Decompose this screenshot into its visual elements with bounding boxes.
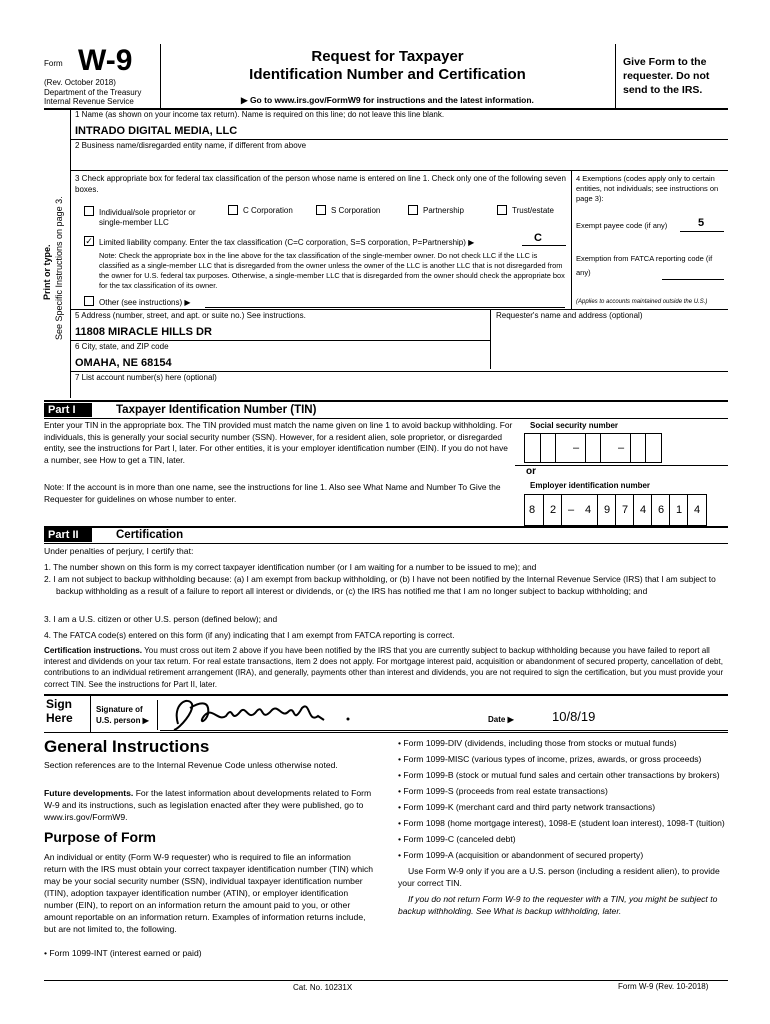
checkbox-llc[interactable]: ✓: [85, 236, 93, 246]
address-field[interactable]: 11808 MIRACLE HILLS DR: [75, 326, 212, 338]
ein-digit: 4: [694, 504, 701, 516]
give-form-note: Give Form to the requester. Do not send to the IRS.: [623, 56, 710, 96]
bullet-1099-k: • Form 1099-K (merchant card and third party network transactions): [398, 802, 656, 812]
cert-item-1: 1. The number shown on this form is my correct taxpayer identification number (or I am waiting for a number to be issued to me); and: [44, 562, 537, 572]
if-not-return-text: If you do not return Form W-9 to the requester with a TIN, you might be subject to backup withholding. See What is backup withholding, later.: [398, 894, 718, 916]
fatca-applies-note: (Applies to accounts maintained outside the U.S.): [576, 299, 708, 305]
print-or-type: Print or type.: [42, 244, 52, 300]
fatca-label: Exemption from FATCA reporting code (if any): [576, 254, 713, 277]
cert-item-3: 3. I am a U.S. citizen or other U.S. person (defined below); and: [44, 614, 278, 624]
option-individual: Individual/sole proprietor or single-member LLC: [99, 208, 196, 227]
cert-item-4: 4. The FATCA code(s) entered on this form (if any) indicating that I am exempt from FATCA reporting is correct.: [44, 630, 455, 640]
future-title: Future developments.: [44, 788, 134, 798]
option-s-corp: S Corporation: [331, 206, 381, 215]
business-name-field[interactable]: [75, 154, 715, 168]
part2-label: Part II: [44, 528, 92, 542]
other-label: Other (see instructions) ▶: [99, 298, 191, 307]
ein-digit: 7: [622, 504, 629, 516]
option-partnership: Partnership: [423, 206, 464, 215]
ein-digit: 4: [640, 504, 647, 516]
ein-digit: 6: [658, 504, 665, 516]
cert-intro: Under penalties of perjury, I certify that:: [44, 546, 194, 556]
irs-label: Internal Revenue Service: [44, 97, 134, 106]
bullet-1099-c: • Form 1099-C (canceled debt): [398, 834, 516, 844]
ein-digit: 1: [676, 504, 683, 516]
future-developments: [44, 787, 374, 823]
purpose-text: An individual or entity (Form W-9 requester) who is required to file an information return with the IRS must obtain your correct taxpayer identification number (TIN) which may be your social security number (SSN), individual taxpayer identification number (ITIN), adoption taxpayer identification number (ATIN), or employer identification number (EIN), to report on an information return the amount paid to you, or other amount reportable on an information return. Examples of information returns include, but are not limited to, the following.: [44, 852, 374, 934]
date-label: Date ▶: [488, 715, 514, 724]
future-text: For the latest information about developments related to Form W-9 and its instructions, such as legislation enacted after they were published, go to www.irs.gov/FormW9.: [44, 788, 372, 822]
account-numbers-field[interactable]: [75, 385, 715, 397]
bullet-1099-s: • Form 1099-S (proceeds from real estate transactions): [398, 786, 608, 796]
ein-digit: 9: [604, 504, 611, 516]
part1-title: Taxpayer Identification Number (TIN): [116, 404, 317, 416]
form-title-line2: Identification Number and Certification: [249, 66, 526, 83]
part2-title: Certification: [116, 529, 184, 541]
ein-digit: 8: [529, 504, 536, 516]
line5-label: 5 Address (number, street, and apt. or suite no.) See instructions.: [75, 311, 306, 320]
requester-label: Requester's name and address (optional): [496, 311, 643, 320]
ssn-field[interactable]: [524, 433, 662, 463]
ssn-dash-1: –: [573, 442, 580, 454]
ein-label: Employer identification number: [530, 481, 651, 490]
ssn-label: Social security number: [530, 421, 619, 430]
ein-digit: 2: [550, 504, 557, 516]
part1-text: Enter your TIN in the appropriate box. The TIN provided must match the name given on line 1 to avoid backup withholding. For individuals, this is generally your social security number (SSN). However, for a resident alien, sole proprietor, or disregarded entity, see the instructions for Part I, later. For other entities, it is your employer identification number (EIN). If you do not have a number, see How to get a TIN, later.: [44, 420, 513, 465]
city-state-zip-field[interactable]: OMAHA, NE 68154: [75, 357, 172, 369]
bullet-1099-div: • Form 1099-DIV (dividends, including those from stocks or mutual funds): [398, 738, 677, 748]
cert-instructions: [44, 645, 728, 690]
checkbox-s-corp[interactable]: [316, 205, 326, 215]
ein-field[interactable]: [524, 494, 707, 526]
catalog-number: Cat. No. 10231X: [293, 983, 353, 992]
see-specific-instructions: See Specific Instructions on page 3.: [54, 196, 64, 340]
line2-label: 2 Business name/disregarded entity name, if different from above: [75, 141, 307, 150]
footer-form: Form W-9 (Rev. 10-2018): [618, 982, 709, 991]
right-column: [398, 737, 728, 917]
cert-item-2: 2. I am not subject to backup withholding because: (a) I am exempt from backup withholding, or (b) I have not been notified by the Internal Revenue Service (IRS) that I am subject to backup withholding as a result of a failure to report all interest or dividends, or (c) the IRS has notified me that I am no longer subject to backup withholding; and: [44, 574, 716, 596]
cert-instructions-title: Certification instructions.: [44, 646, 143, 655]
bullet-1099-b: • Form 1099-B (stock or mutual fund sales and certain other transactions by brokers): [398, 770, 720, 780]
bullet-1099-misc: • Form 1099-MISC (various types of income, prizes, awards, or gross proceeds): [398, 754, 702, 764]
signature[interactable]: [160, 694, 360, 734]
line3-label: 3 Check appropriate box for federal tax classification of the person whose name is entered on line 1. Check only one of the following seven boxes.: [75, 174, 566, 194]
part1-label: Part I: [44, 403, 92, 417]
bullet-1099-a: • Form 1099-A (acquisition or abandonment of secured property): [398, 850, 644, 860]
checkbox-c-corp[interactable]: [228, 205, 238, 215]
form-label: Form: [44, 59, 63, 68]
ein-digit: 4: [585, 504, 592, 516]
section-references: Section references are to the Internal Revenue Code unless otherwise noted.: [44, 760, 338, 770]
signature-label: Signature of U.S. person ▶: [96, 705, 149, 725]
option-c-corp: C Corporation: [243, 206, 293, 215]
line7-label: 7 List account number(s) here (optional): [75, 373, 217, 382]
checkbox-individual[interactable]: [84, 206, 94, 216]
purpose-title: Purpose of Form: [44, 829, 157, 845]
name-field[interactable]: INTRADO DIGITAL MEDIA, LLC: [75, 125, 238, 137]
goto-link[interactable]: ▶ Go to www.irs.gov/FormW9 for instructions and the latest information.: [241, 95, 534, 105]
checkbox-trust[interactable]: [497, 205, 507, 215]
part1-note: Note: If the account is in more than one name, see the instructions for line 1. Also see What Name and Number To Give the Requester for guidelines on whose number to enter.: [44, 482, 501, 504]
revision: (Rev. October 2018): [44, 78, 116, 87]
line1-label: 1 Name (as shown on your income tax return). Name is required on this line; do not leave this line blank.: [75, 110, 445, 119]
exempt-payee-label: Exempt payee code (if any): [576, 221, 668, 230]
use-w9-text: Use Form W-9 only if you are a U.S. person (including a resident alien), to provide your correct TIN.: [398, 866, 720, 888]
department: Department of the Treasury: [44, 88, 142, 97]
ein-dash: –: [568, 504, 575, 516]
sign-here: Sign Here: [46, 697, 73, 725]
bullet-1098: • Form 1098 (home mortgage interest), 1098-E (student loan interest), 1098-T (tuition): [398, 818, 725, 828]
cert-instructions-text: You must cross out item 2 above if you have been notified by the IRS that you are currently subject to backup withholding because you have failed to report all interest and dividends on your tax return. For real estate transactions, item 2 does not apply. For mortgage interest paid, acquisition or abandonment of secured property, cancellation of debt, contributions to an individual retirement arrangement (IRA), and generally, payments other than interest and dividends, you are not required to sign the certification, but you must provide your correct TIN. See the instructions for Part II, later.: [44, 646, 724, 689]
llc-label: Limited liability company. Enter the tax classification (C=C corporation, S=S corporation, P=Partnership) ▶: [99, 238, 475, 247]
checkbox-other[interactable]: [84, 296, 94, 306]
line4-label: 4 Exemptions (codes apply only to certain entities, not individuals; see instructions on page 3):: [576, 174, 719, 203]
or-label: or: [526, 466, 536, 477]
general-instructions-title: General Instructions: [44, 737, 210, 756]
form-title-line1: Request for Taxpayer: [311, 48, 464, 65]
llc-note: Note: Check the appropriate box in the line above for the tax classification of the single-member owner. Do not check LLC if the LLC is classified as a single-member LLC that is disregarded from the owner unless the owner of the LLC is another LLC that is not disregarded from the owner for U.S. federal tax purposes. Otherwise, a single-member LLC that is disregarded from the owner should check the appropriate box for the tax classification of its owner.: [99, 251, 565, 290]
llc-classification-field[interactable]: C: [534, 232, 542, 244]
option-trust: Trust/estate: [512, 206, 554, 215]
bullet-1099-int: • Form 1099-INT (interest earned or paid): [44, 948, 202, 958]
form-number: W-9: [78, 44, 133, 77]
line6-label: 6 City, state, and ZIP code: [75, 342, 169, 351]
date-field[interactable]: 10/8/19: [552, 709, 596, 724]
ssn-dash-2: –: [618, 442, 625, 454]
exempt-payee-field[interactable]: 5: [698, 217, 705, 229]
checkbox-partnership[interactable]: [408, 205, 418, 215]
